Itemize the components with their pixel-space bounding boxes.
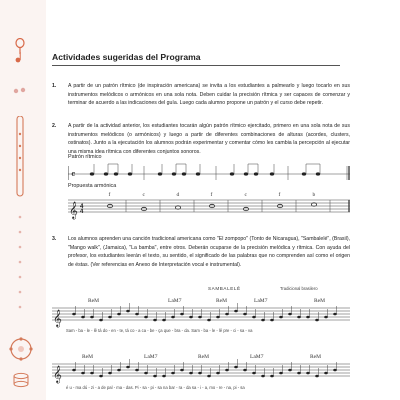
document-page xyxy=(52,0,400,400)
melody-note xyxy=(306,372,310,375)
title-underline xyxy=(52,65,340,66)
song-lyrics: Sam - ba - le - lê tá do - en - te, tá co - a ca - be - ça que - bra - da. Sam - ba - le - lê pre - ci - sa - va xyxy=(66,328,253,333)
whole-note xyxy=(311,203,316,206)
page-title: Actividades sugeridas del Programa xyxy=(52,52,201,62)
rhythm-staff xyxy=(68,160,350,182)
chord-letter: f xyxy=(108,192,111,198)
melody-note xyxy=(153,319,157,322)
melody-note xyxy=(315,375,319,378)
whole-note xyxy=(175,206,180,209)
activity-item-3 xyxy=(52,235,350,275)
svg-text:4: 4 xyxy=(80,209,84,215)
flute-icon xyxy=(14,116,26,198)
chord-letter: f xyxy=(210,192,213,198)
maracas-icon xyxy=(10,38,30,66)
activity-text: A partir de un patrón rítmico (de inspiración americana) se invita a los estudiantes a palmearlo y luego tocarlo en sus instrumentos melódicos o armónicos en una sola nota. Deben cuidar la precisión rítmica y ser capaces de comenzar y terminar de acuerdo a las indicaciones del guía. Luego cada alumno propone un patrón y el curso debe repetir. xyxy=(68,83,350,106)
melody-note xyxy=(288,313,292,316)
chord-label: ReM xyxy=(310,354,321,360)
melody-note xyxy=(99,375,103,378)
chord-label: ReM xyxy=(314,298,325,304)
song-lyrics: é u - ma dú - zi - a de pal - ma - das. Pi - sa - pi - sa na bar - ra - da sa - i - a, mo - re - na, pi - sa xyxy=(66,385,245,390)
chord-label: ReM xyxy=(82,354,93,360)
melody-note xyxy=(270,319,274,322)
chord-label: LaM7 xyxy=(254,298,268,304)
melody-note xyxy=(270,375,274,378)
rhythm-label: Patrón rítmico xyxy=(68,154,102,160)
melody-note xyxy=(99,319,103,322)
activity-item-1 xyxy=(52,82,350,114)
melody-note xyxy=(162,375,166,378)
activity-number: 3. xyxy=(52,236,57,242)
melody-note xyxy=(108,316,112,319)
melody-note xyxy=(90,372,94,375)
chord-label: ReM xyxy=(216,298,227,304)
melody-note xyxy=(135,313,139,316)
melody-note xyxy=(81,316,85,319)
melody-note xyxy=(180,369,184,372)
chord-letter: b xyxy=(312,192,316,198)
chord-label: LaM7 xyxy=(250,354,264,360)
melody-note xyxy=(153,375,157,378)
harmony-label: Propuesta armónica xyxy=(68,183,117,189)
melody-note xyxy=(315,319,319,322)
melody-note xyxy=(234,310,238,313)
melody-note xyxy=(324,316,328,319)
melody-note xyxy=(117,313,121,316)
song-staff-line-2 xyxy=(52,346,350,394)
melody-note xyxy=(225,313,229,316)
treble-clef-icon: 𝄞 xyxy=(69,201,78,219)
melody-note xyxy=(117,369,121,372)
melody-note xyxy=(279,316,283,319)
chord-label: LaM7 xyxy=(168,298,182,304)
melody-note xyxy=(72,369,76,372)
melody-note xyxy=(324,372,328,375)
song-title: SAMBALELÊ xyxy=(208,286,241,291)
drum-icon xyxy=(12,372,30,388)
melody-note xyxy=(144,372,148,375)
melody-note xyxy=(243,313,247,316)
melody-note xyxy=(126,366,130,369)
chord-letter: c xyxy=(142,192,145,198)
activity-number: 2. xyxy=(52,123,57,129)
melody-note xyxy=(171,372,175,375)
activity-text: Los alumnos aprenden una canción tradicional americana como "El zompopo" (Tonto de Nicaragua), "Sambalelé", (Brasil), "Mango walk", (Jamaica), "La bamba", entre otros. Deberán ocuparse de la precisión melódica y rítmica. Con ayuda del profesor, los estudiantes leerán el texto, su sentido, el significado de las palabras que no comprenden así como el origen de éstas. (Ver referencias en Anexo de Interpretación vocal e instrumental). xyxy=(68,236,350,268)
melody-note xyxy=(180,313,184,316)
melody-note xyxy=(135,369,139,372)
chord-letter: f xyxy=(278,192,281,198)
melody-note xyxy=(234,366,238,369)
melody-note xyxy=(216,316,220,319)
melody-note xyxy=(171,316,175,319)
decorative-margin xyxy=(0,0,46,400)
melody-note xyxy=(126,310,130,313)
melody-note xyxy=(243,369,247,372)
chord-label: ReM xyxy=(88,298,99,304)
chord-label: LaM7 xyxy=(144,354,158,360)
dotted-ornament-icon xyxy=(15,212,25,312)
melody-note xyxy=(207,319,211,322)
activity-number: 1. xyxy=(52,83,57,89)
melody-note xyxy=(252,372,256,375)
time-signature: 𝄴 xyxy=(71,170,76,181)
melody-note xyxy=(189,372,193,375)
melody-note xyxy=(297,316,301,319)
svg-text:4: 4 xyxy=(80,204,84,210)
treble-clef-icon: 𝄞 xyxy=(53,365,62,383)
melody-note xyxy=(144,316,148,319)
song-header xyxy=(68,283,350,293)
melody-note xyxy=(333,369,337,372)
melody-note xyxy=(261,319,265,322)
chord-letter: c xyxy=(244,192,247,198)
melody-note xyxy=(333,313,337,316)
melody-note xyxy=(279,372,283,375)
melody-note xyxy=(216,372,220,375)
harmony-staff xyxy=(68,188,350,222)
melody-note xyxy=(108,372,112,375)
melody-note xyxy=(297,372,301,375)
melody-note xyxy=(225,369,229,372)
song-staff-line-1 xyxy=(52,294,350,338)
melody-note xyxy=(288,369,292,372)
melody-note xyxy=(162,319,166,322)
melody-note xyxy=(189,316,193,319)
melody-note xyxy=(306,316,310,319)
activity-text: A partir de la actividad anterior, los estudiantes tocarán algún patrón rítmico ejercitado, primero en una sola nota de sus instrumentos melódicos (o armónicos) y luego a partir de diferentes combinaciones de alturas (acordes, clusters, ostinatos). Junto a la ejecutación los alumnos podrán experimentar y comentar cómo les cambia la percepción al ejecutar una misma idea rítmica con diferentes conjuntos sonoros. xyxy=(68,123,350,155)
melody-note xyxy=(90,316,94,319)
melody-note xyxy=(207,375,211,378)
tambourine-icon xyxy=(8,336,34,362)
melody-note xyxy=(252,316,256,319)
treble-clef-icon: 𝄞 xyxy=(53,309,62,327)
melody-note xyxy=(72,313,76,316)
melody-note xyxy=(198,372,202,375)
song-credit: Tradicional brasilero xyxy=(280,286,318,291)
melody-note xyxy=(261,375,265,378)
music-note-icon xyxy=(13,82,27,94)
melody-note xyxy=(81,372,85,375)
chord-letter: d xyxy=(176,192,180,198)
chord-label: ReM xyxy=(198,354,209,360)
melody-note xyxy=(198,316,202,319)
